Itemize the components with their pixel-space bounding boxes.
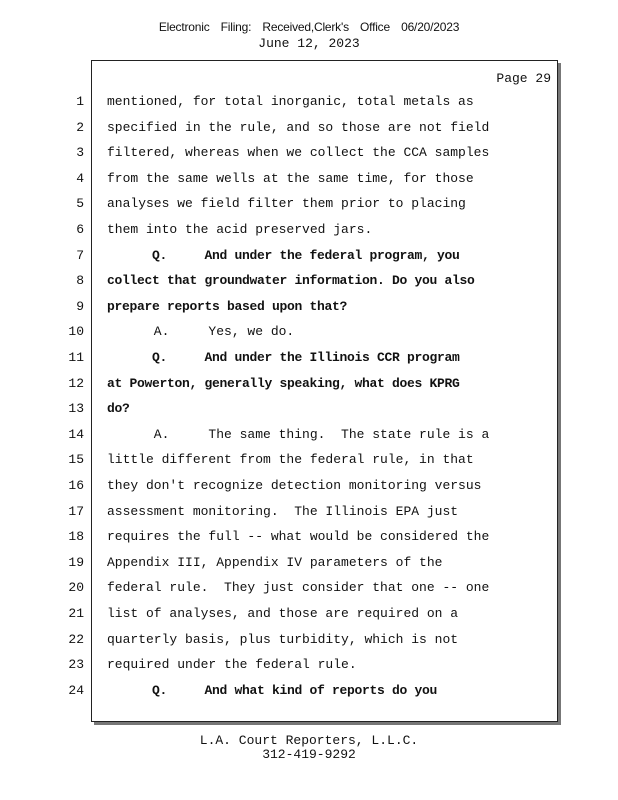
line-number: 10 (68, 324, 84, 340)
line-text: do? (107, 401, 130, 417)
line-text: required under the federal rule. (107, 657, 357, 673)
line-number: 21 (68, 606, 84, 621)
line-text: from the same wells at the same time, for those (107, 170, 474, 186)
line-number: 7 (76, 247, 84, 263)
line-text: A. The same thing. The state rule is a (107, 426, 490, 442)
stamp-date: 06/20/2023 (401, 20, 460, 34)
transcript-page-frame (91, 60, 558, 722)
line-text: collect that groundwater information. Do you also (107, 273, 475, 289)
line-number: 16 (68, 478, 84, 493)
line-number: 23 (68, 657, 84, 673)
footer-company: L.A. Court Reporters, L.L.C. (199, 733, 419, 748)
footer-phone: 312-419-9292 (262, 747, 356, 762)
line-number: 22 (68, 631, 84, 647)
line-text: they don't recognize detection monitoring versus (107, 478, 482, 493)
stamp-office: Office (360, 20, 390, 34)
line-text: Q. And under the federal program, you (107, 247, 460, 263)
line-text: at Powerton, generally speaking, what does KPRG (107, 375, 460, 391)
line-number: 18 (68, 529, 84, 545)
line-text: A. Yes, we do. (107, 324, 295, 340)
stamp-filing: Filing: (220, 20, 252, 34)
stamp-received: Received,Clerk's (262, 20, 349, 34)
line-text: assessment monitoring. The Illinois EPA just (107, 503, 459, 519)
header-date: June 12, 2023 (258, 36, 360, 51)
line-number: 14 (68, 426, 84, 442)
line-text: Q. And under the Illinois CCR program (107, 350, 460, 365)
line-number: 15 (68, 452, 84, 468)
line-text: federal rule. They just consider that one -- one (107, 580, 490, 596)
line-text: them into the acid preserved jars. (107, 222, 373, 237)
line-number: 4 (76, 170, 84, 186)
line-number: 11 (68, 350, 84, 365)
line-number: 13 (68, 401, 84, 417)
stamp-electronic: Electronic (158, 20, 210, 34)
line-text: mentioned, for total inorganic, total metals as (107, 94, 474, 109)
line-text: filtered, whereas when we collect the CCA samples (107, 145, 490, 161)
line-text: list of analyses, and those are required on a (107, 606, 459, 621)
line-number: 6 (76, 222, 84, 237)
line-text: quarterly basis, plus turbidity, which is not (107, 631, 459, 647)
line-number: 19 (68, 554, 84, 570)
line-text: little different from the federal rule, in that (107, 452, 474, 468)
line-text: requires the full -- what would be considered the (107, 529, 490, 545)
line-number: 2 (76, 119, 84, 135)
line-number: 3 (76, 145, 84, 161)
line-number: 1 (76, 94, 84, 109)
line-number: 8 (76, 273, 84, 289)
line-number: 12 (68, 375, 84, 391)
line-number: 20 (68, 580, 84, 596)
electronic-filing-stamp (0, 20, 618, 34)
page-number: Page 29 (496, 71, 551, 86)
line-text: specified in the rule, and so those are not field (107, 119, 490, 135)
line-number: 5 (76, 196, 84, 212)
line-number: 24 (68, 682, 84, 698)
line-text: prepare reports based upon that? (107, 298, 348, 314)
line-number: 9 (76, 298, 84, 314)
line-text: analyses we field filter them prior to placing (107, 196, 466, 212)
line-text: Appendix III, Appendix IV parameters of the (107, 554, 443, 570)
line-number: 17 (68, 503, 84, 519)
line-text: Q. And what kind of reports do you (107, 682, 438, 698)
